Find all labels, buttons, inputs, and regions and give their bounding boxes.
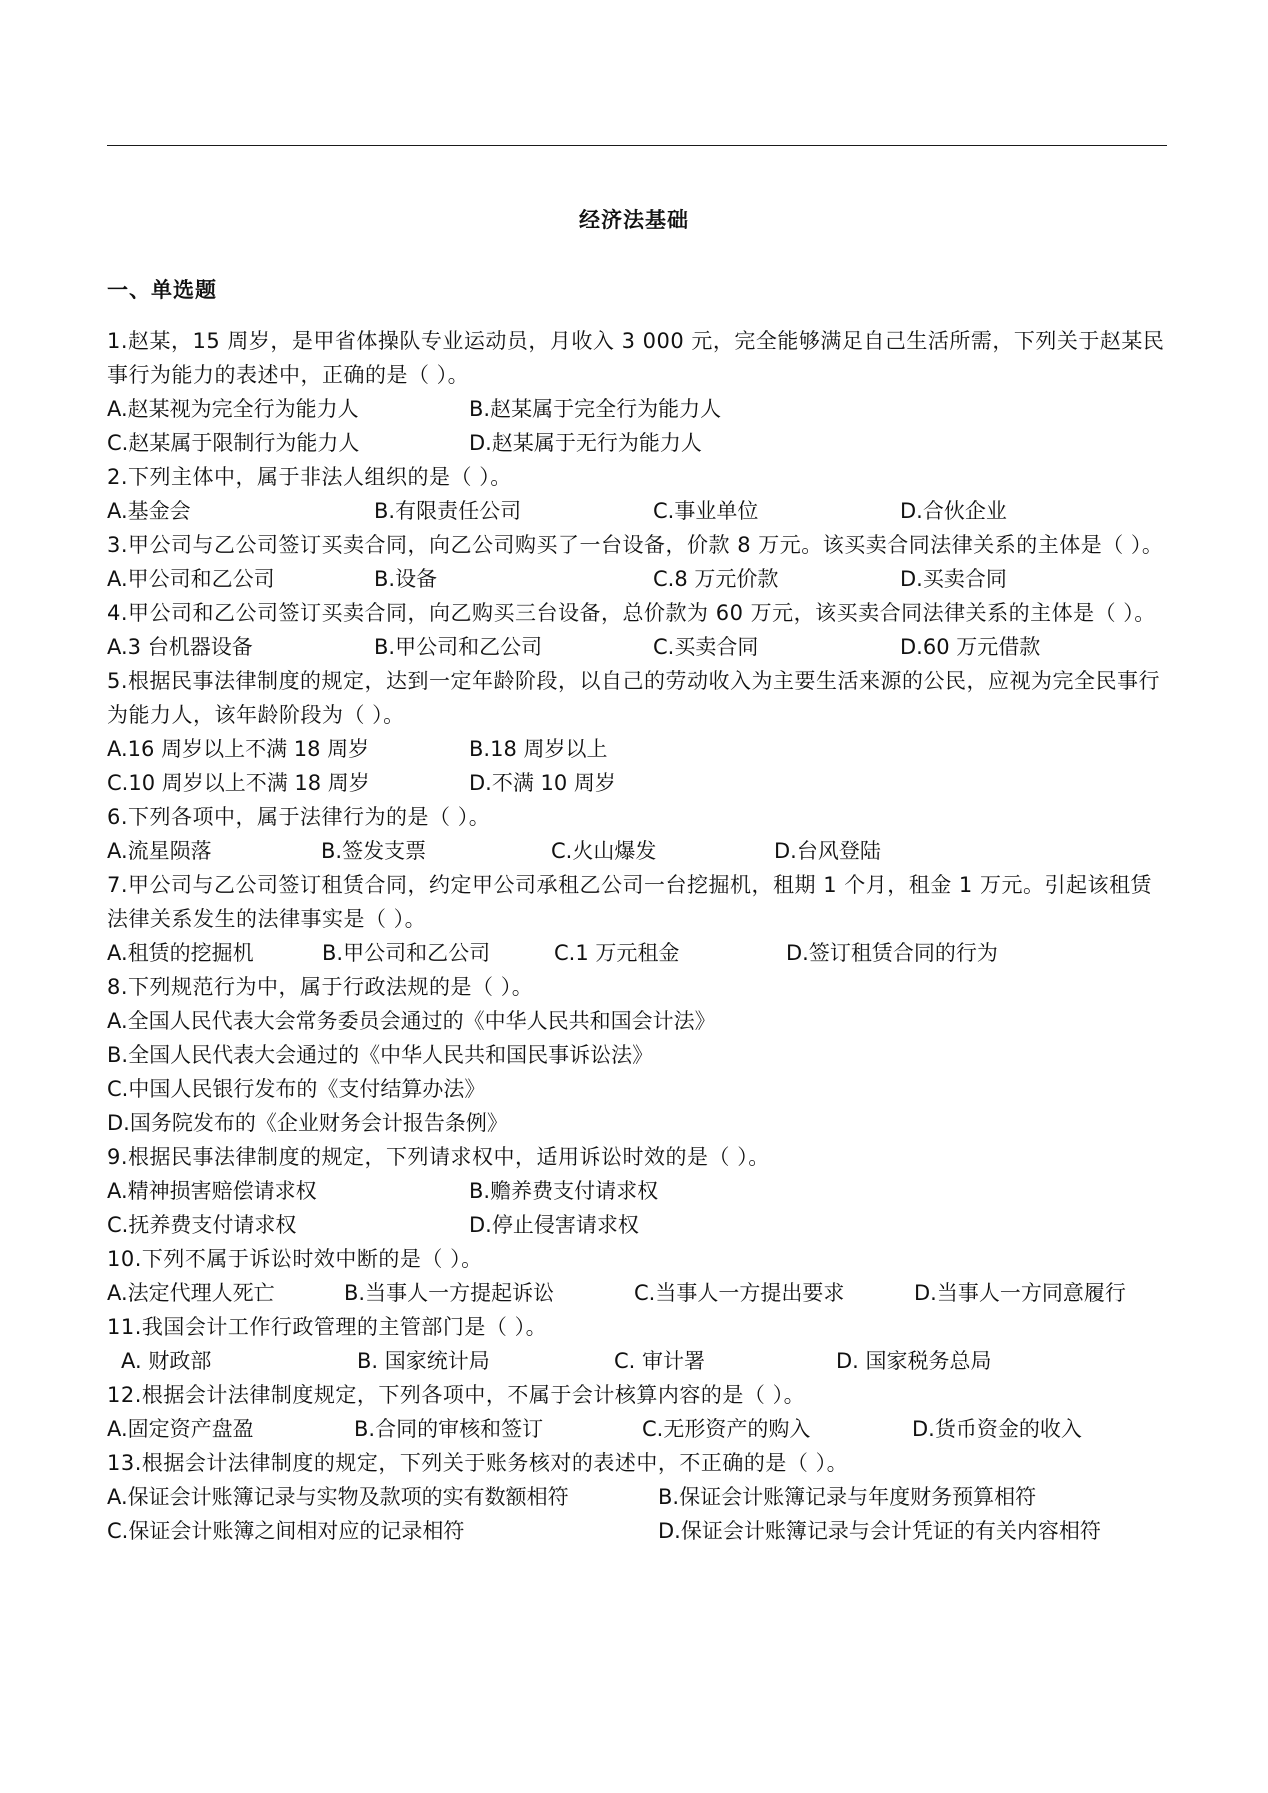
question-7-stem: 7.甲公司与乙公司签订租赁合同，约定甲公司承租乙公司一台挖掘机，租期 1 个月，租金 1 万元。引起该租赁法律关系发生的法律事实是（ ）。 [107, 873, 1152, 931]
question-5-options [107, 732, 1173, 766]
question-6-option-d: D.台风登陆 [774, 839, 881, 863]
question-8-option-d: D.国务院发布的《企业财务会计报告条例》 [107, 1111, 508, 1135]
question-13-option-c: C.保证会计账簿之间相对应的记录相符 [107, 1519, 465, 1543]
question-10-options [107, 1276, 1173, 1310]
question-10-option-d: D.当事人一方同意履行 [914, 1281, 1126, 1305]
question-3-stem: 3.甲公司与乙公司签订买卖合同，向乙公司购买了一台设备，价款 8 万元。该买卖合同法律关系的主体是（ ）。 [107, 533, 1164, 557]
question-9-option-b: B.赡养费支付请求权 [469, 1179, 659, 1203]
question-5-option-a: A.16 周岁以上不满 18 周岁 [107, 737, 370, 761]
question-11-option-a: A. 财政部 [121, 1349, 212, 1373]
question-list [107, 324, 1173, 1548]
question-13-stem: 13.根据会计法律制度的规定，下列关于账务核对的表述中，不正确的是（ ）。 [107, 1451, 849, 1475]
question-3-options [107, 562, 1173, 596]
question-9-options-row2 [107, 1208, 1173, 1242]
question-12-options [107, 1412, 1173, 1446]
question-11-options [107, 1344, 1173, 1378]
question-2-options [107, 494, 1173, 528]
question-4-option-c: C.买卖合同 [653, 635, 759, 659]
question-12-option-d: D.货币资金的收入 [912, 1417, 1082, 1441]
question-1-option-a: A.赵某视为完全行为能力人 [107, 397, 359, 421]
question-8-option-b: B.全国人民代表大会通过的《中华人民共和国民事诉讼法》 [107, 1043, 654, 1067]
question-8-option-c: C.中国人民银行发布的《支付结算办法》 [107, 1077, 486, 1101]
question-9-stem: 9.根据民事法律制度的规定，下列请求权中，适用诉讼时效的是（ ）。 [107, 1145, 770, 1169]
question-13-option-a: A.保证会计账簿记录与实物及款项的实有数额相符 [107, 1485, 569, 1509]
question-1-stem: 1.赵某，15 周岁，是甲省体操队专业运动员，月收入 3 000 元，完全能够满足自己生活所需，下列关于赵某民事行为能力的表述中，正确的是（ ）。 [107, 329, 1165, 387]
question-10-option-b: B.当事人一方提起诉讼 [344, 1281, 555, 1305]
question-5-option-c: C.10 周岁以上不满 18 周岁 [107, 771, 370, 795]
question-10-option-a: A.法定代理人死亡 [107, 1281, 275, 1305]
question-11-stem: 11.我国会计工作行政管理的主管部门是（ ）。 [107, 1315, 548, 1339]
question-6-option-c: C.火山爆发 [551, 839, 657, 863]
question-1-option-c: C.赵某属于限制行为能力人 [107, 431, 360, 455]
question-4-option-d: D.60 万元借款 [900, 635, 1041, 659]
question-5-option-b: B.18 周岁以上 [469, 737, 608, 761]
question-12-option-a: A.固定资产盘盈 [107, 1417, 254, 1441]
question-10-stem: 10.下列不属于诉讼时效中断的是（ ）。 [107, 1247, 483, 1271]
question-13-options [107, 1480, 1173, 1514]
question-1-options-row2 [107, 426, 1173, 460]
question-3-option-d: D.买卖合同 [900, 567, 1007, 591]
question-11-option-b: B. 国家统计局 [357, 1349, 490, 1373]
question-13-option-d: D.保证会计账簿记录与会计凭证的有关内容相符 [658, 1519, 1101, 1543]
question-1-option-b: B.赵某属于完全行为能力人 [469, 397, 722, 421]
question-10-option-c: C.当事人一方提出要求 [634, 1281, 845, 1305]
document-title: 经济法基础 [579, 208, 689, 232]
question-2-option-c: C.事业单位 [653, 499, 759, 523]
section-heading: 一、单选题 [107, 278, 217, 302]
question-5-option-d: D.不满 10 周岁 [469, 771, 616, 795]
question-11-option-d: D. 国家税务总局 [836, 1349, 992, 1373]
question-1-option-d: D.赵某属于无行为能力人 [469, 431, 702, 455]
question-6-options [107, 834, 1173, 868]
question-2-option-d: D.合伙企业 [900, 499, 1007, 523]
question-4-option-b: B.甲公司和乙公司 [374, 635, 543, 659]
question-12-option-c: C.无形资产的购入 [642, 1417, 811, 1441]
question-7-option-c: C.1 万元租金 [554, 941, 680, 965]
question-2-option-a: A.基金会 [107, 499, 191, 523]
question-12-stem: 12.根据会计法律制度规定，下列各项中，不属于会计核算内容的是（ ）。 [107, 1383, 806, 1407]
question-2-stem: 2.下列主体中，属于非法人组织的是（ ）。 [107, 465, 512, 489]
question-13-options-row2 [107, 1514, 1173, 1548]
question-7-option-d: D.签订租赁合同的行为 [786, 941, 998, 965]
question-9-option-c: C.抚养费支付请求权 [107, 1213, 297, 1237]
question-3-option-b: B.设备 [374, 567, 438, 591]
question-5-options-row2 [107, 766, 1173, 800]
question-7-option-a: A.租赁的挖掘机 [107, 941, 254, 965]
question-6-stem: 6.下列各项中，属于法律行为的是（ ）。 [107, 805, 491, 829]
question-8-option-a: A.全国人民代表大会常务委员会通过的《中华人民共和国会计法》 [107, 1009, 716, 1033]
question-4-stem: 4.甲公司和乙公司签订买卖合同，向乙购买三台设备，总价款为 60 万元，该买卖合同法律关系的主体是（ ）。 [107, 601, 1156, 625]
question-6-option-b: B.签发支票 [321, 839, 427, 863]
question-11-option-c: C. 审计署 [614, 1349, 706, 1373]
question-3-option-a: A.甲公司和乙公司 [107, 567, 275, 591]
question-12-option-b: B.合同的审核和签订 [354, 1417, 544, 1441]
question-4-options [107, 630, 1173, 664]
question-9-options [107, 1174, 1173, 1208]
question-5-stem: 5.根据民事法律制度的规定，达到一定年龄阶段，以自己的劳动收入为主要生活来源的公民，应视为完全民事行为能力人，该年龄阶段为（ ）。 [107, 669, 1161, 727]
question-9-option-a: A.精神损害赔偿请求权 [107, 1179, 317, 1203]
question-3-option-c: C.8 万元价款 [653, 567, 779, 591]
question-4-option-a: A.3 台机器设备 [107, 635, 253, 659]
question-13-option-b: B.保证会计账簿记录与年度财务预算相符 [658, 1485, 1037, 1509]
question-8-stem: 8.下列规范行为中，属于行政法规的是（ ）。 [107, 975, 534, 999]
question-1-options [107, 392, 1173, 426]
question-7-options [107, 936, 1173, 970]
question-2-option-b: B.有限责任公司 [374, 499, 522, 523]
header-rule [107, 145, 1167, 146]
question-6-option-a: A.流星陨落 [107, 839, 212, 863]
question-7-option-b: B.甲公司和乙公司 [322, 941, 491, 965]
question-9-option-d: D.停止侵害请求权 [469, 1213, 639, 1237]
